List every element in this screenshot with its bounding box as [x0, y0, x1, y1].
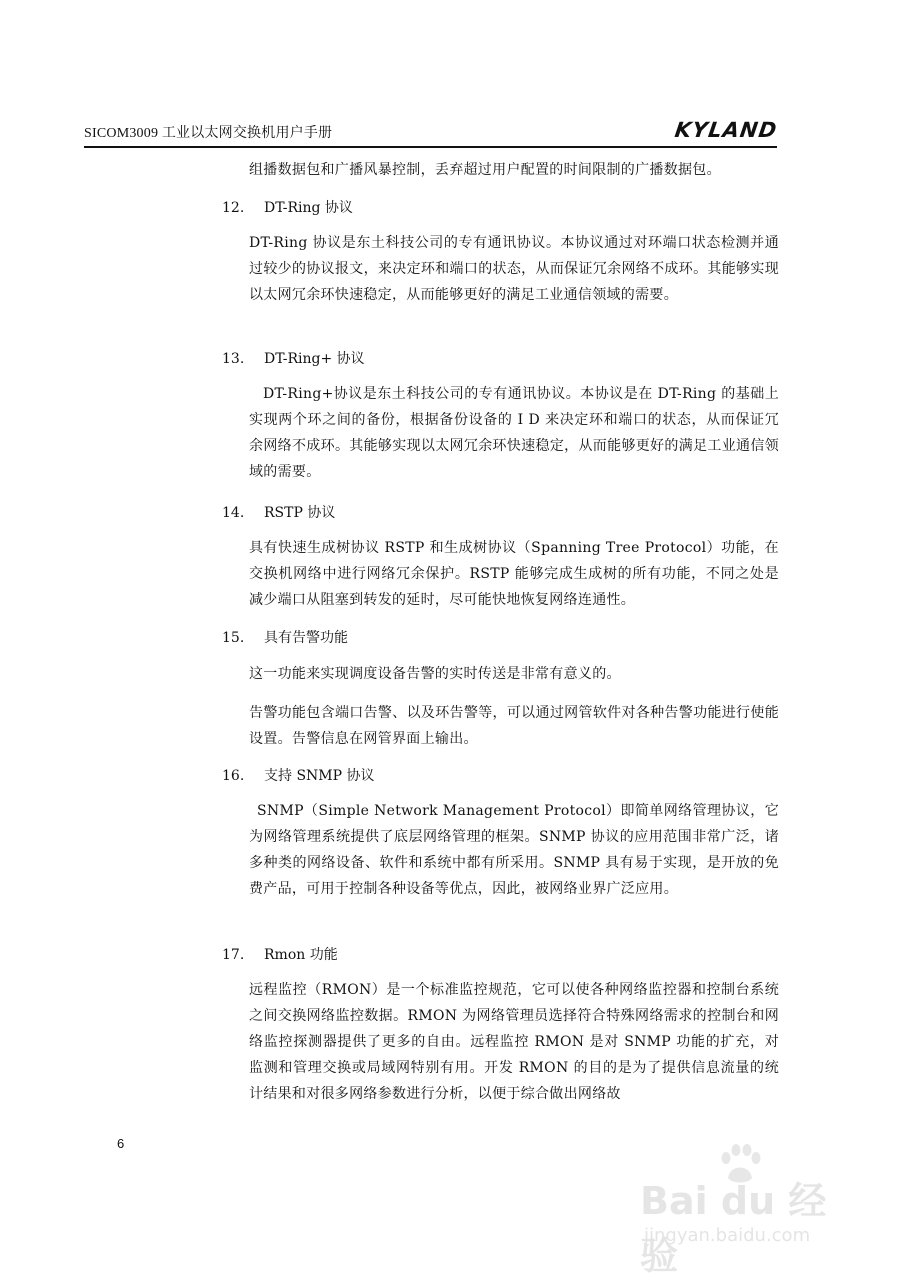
watermark-url: jingyan.baidu.com: [644, 1225, 811, 1246]
section-heading-15: [222, 625, 348, 651]
section-heading-17: [222, 942, 338, 968]
page-header: [84, 108, 777, 148]
section-number: 12.: [222, 200, 245, 216]
paragraph: DT-Ring+协议是东土科技公司的专有通讯协议。本协议是在 DT-Ring 的基础上实现两个环之间的备份，根据备份设备的 I D 来决定环和端口的状态，从而保证冗余网络不成环。其能够实现以太网冗余环快速稳定，从而能够更好的满足工业通信领域的需要。: [249, 386, 779, 480]
page-number: 6: [117, 1136, 125, 1151]
paragraph: 这一功能来实现调度设备告警的实时传送是非常有意义的。: [249, 666, 621, 682]
section-heading-16: [222, 763, 375, 789]
section-heading-13: [222, 346, 365, 372]
paragraph: DT-Ring 协议是东土科技公司的专有通讯协议。本协议通过对环端口状态检测并通过较少的协议报文，来决定环和端口的状态，从而保证冗余网络不成环。其能够实现以太网冗余环快速稳定，从而能够更好的满足工业通信领域的需要。: [249, 235, 779, 303]
section-title: Rmon 功能: [264, 947, 338, 963]
section-number: 13.: [222, 351, 245, 367]
section-heading-14: [222, 500, 335, 526]
section-number: 17.: [222, 947, 245, 963]
paragraph: SNMP（Simple Network Management Protocol）即简单网络管理协议，它为网络管理系统提供了底层网络管理的框架。SNMP 协议的应用范围非常广泛，诸多种类的网络设备、软件和系统中都有所采用。SNMP 具有易于实现，是开放的免费产品，可用于控制各种设备等优点，因此，被网络业界广泛应用。: [249, 803, 779, 897]
section-title: DT-Ring+ 协议: [264, 351, 365, 367]
section-number: 15.: [222, 630, 245, 646]
section-title: RSTP 协议: [264, 505, 336, 521]
watermark-brand: Bai du 经验: [640, 1179, 827, 1278]
paragraph: 远程监控（RMON）是一个标准监控规范，它可以使各种网络监控器和控制台系统之间交换网络监控数据。RMON 为网络管理员选择符合特殊网络需求的控制台和网络监控探测器提供了更多的自由。远程监控 RMON 是对 SNMP 功能的扩充，对监测和管理交换或局域网特别有用。开发 RMON 的目的是为了提供信息流量的统计结果和对很多网络参数进行分析，以便于综合做出网络故: [249, 982, 779, 1102]
section-title: 具有告警功能: [264, 630, 348, 646]
paragraph: 具有快速生成树协议 RSTP 和生成树协议（Spanning Tree Protocol）功能，在交换机网络中进行网络冗余保护。RSTP 能够完成生成树的所有功能，不同之处是减少端口从阻塞到转发的延时，尽可能快地恢复网络连通性。: [249, 540, 779, 608]
section-title: DT-Ring 协议: [264, 200, 353, 216]
section-number: 14.: [222, 505, 245, 521]
section-title: 支持 SNMP 协议: [264, 768, 375, 784]
baidu-jingyan-watermark: [640, 1140, 840, 1278]
paragraph: 组播数据包和广播风暴控制，丢弃超过用户配置的时间限制的广播数据包。: [249, 162, 721, 178]
kyland-logo: KYLAND: [673, 118, 779, 142]
paragraph: 告警功能包含端口告警、以及环告警等，可以通过网管软件对各种告警功能进行使能设置。告警信息在网管界面上输出。: [249, 705, 779, 747]
header-divider: [84, 146, 777, 148]
section-number: 16.: [222, 768, 245, 784]
section-heading-12: [222, 195, 353, 221]
manual-title: SICOM3009 工业以太网交换机用户手册: [84, 126, 333, 141]
